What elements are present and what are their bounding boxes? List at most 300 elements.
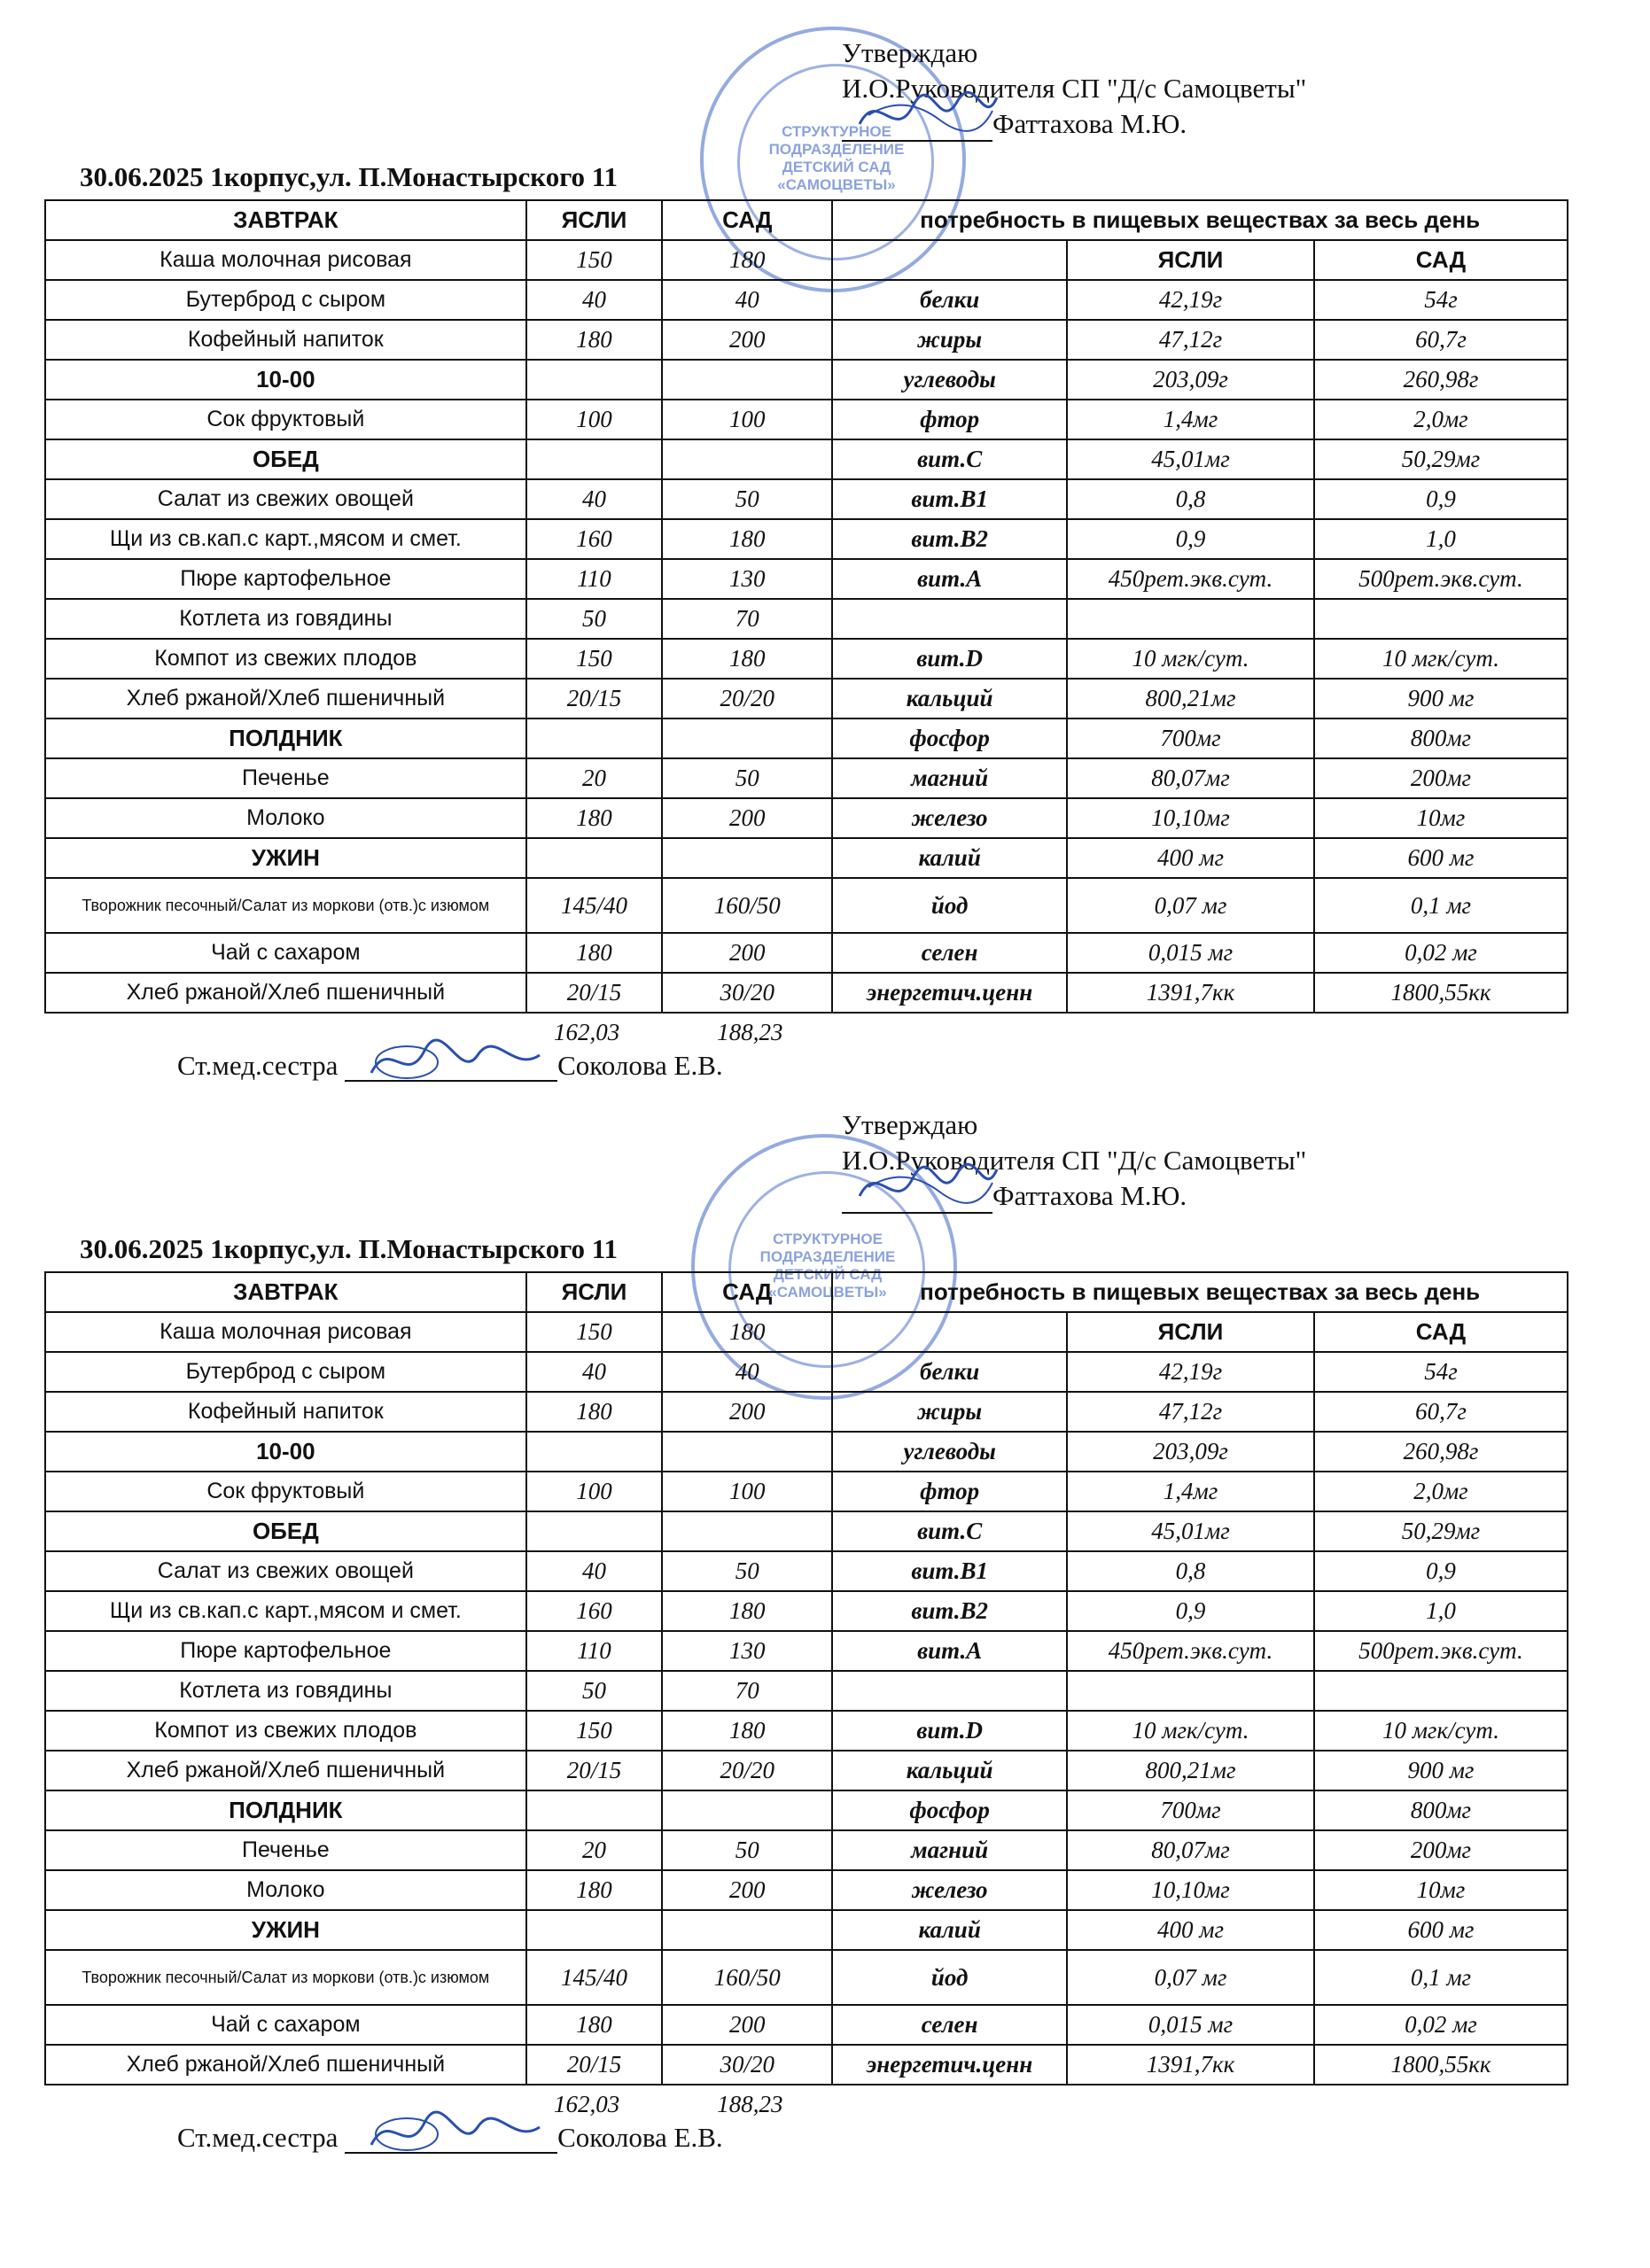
nursery-portion: 150 [526,639,663,679]
dish-name: Пюре картофельное [45,559,526,599]
nutrient-name: вит.В2 [832,1591,1067,1631]
approval-position: И.О.Руководителя СП "Д/с Самоцветы" [842,1145,1307,1176]
nursery-portion [526,1511,663,1551]
dish-name: Сок фруктовый [45,400,526,439]
table-row [45,1551,1568,1591]
kindergarten-portion: 160/50 [662,1950,832,2005]
kindergarten-nutrient-value: 500рет.экв.сут. [1314,1631,1568,1671]
dish-name: Каша молочная рисовая [45,1312,526,1352]
nutrient-name: энергетич.ценн [832,973,1067,1013]
nurse-label: Ст.мед.сестра [177,1050,339,1081]
stamp-text: СТРУКТУРНОЕ ПОДРАЗДЕЛЕНИЕ ДЕТСКИЙ САД «САМОЦВЕТЫ» [759,1231,896,1301]
nursery-portion [526,1432,663,1472]
nutrient-name: жиры [832,320,1067,360]
kindergarten-portion: 100 [662,400,832,439]
table-row [45,240,1568,280]
totals [554,2091,783,2118]
kindergarten-nutrient-value: 2,0мг [1314,1472,1568,1511]
nursery-nutrient-value: 80,07мг [1067,758,1314,798]
nutrient-name: кальций [832,1751,1067,1790]
table-row [45,280,1568,320]
kindergarten-portion: 200 [662,933,832,973]
nutrient-name: магний [832,758,1067,798]
kindergarten-portion [662,1790,832,1830]
kindergarten-portion: 50 [662,758,832,798]
nursery-portion: 110 [526,1631,663,1671]
approval-block [842,1107,1306,1214]
kindergarten-nutrient-value: 1,0 [1314,519,1568,559]
kindergarten-portion: 200 [662,320,832,360]
approval-signature-line [842,106,1306,142]
table-row [45,400,1568,439]
nutrient-name: вит.D [832,1711,1067,1751]
kindergarten-nutrient-value: 2,0мг [1314,400,1568,439]
nursery-portion [526,439,663,479]
meal-section-label: ОБЕД [45,1511,526,1551]
table-row [45,1790,1568,1830]
dish-name: Компот из свежих плодов [45,639,526,679]
nutrient-name [832,1671,1067,1711]
kindergarten-portion: 130 [662,559,832,599]
nursery-nutrient-value: 400 мг [1067,1910,1314,1950]
nutrient-name: углеводы [832,360,1067,400]
nursery-header: ЯСЛИ [1067,240,1314,280]
nursery-nutrient-value: 700мг [1067,1790,1314,1830]
dish-name: Хлеб ржаной/Хлеб пшеничный [45,1751,526,1790]
table-row [45,973,1568,1013]
dish-name: Кофейный напиток [45,1392,526,1432]
nursery-portion: 145/40 [526,878,663,933]
nursery-header: ЯСЛИ [1067,1312,1314,1352]
dish-name: Салат из свежих овощей [45,479,526,519]
dish-name: Щи из св.кап.с карт.,мясом и смет. [45,1591,526,1631]
nursery-portion: 50 [526,599,663,639]
nursery-nutrient-value [1067,1671,1314,1711]
nursery-nutrient-value: 0,9 [1067,1591,1314,1631]
dish-name: Творожник песочный/Салат из моркови (отв.)с изюмом [45,1950,526,2005]
dish-name: Бутерброд с сыром [45,1352,526,1392]
nursery-nutrient-value: 10 мгк/сут. [1067,639,1314,679]
table-row [45,1910,1568,1950]
kindergarten-nutrient-value: 50,29мг [1314,1511,1568,1551]
nursery-portion [526,718,663,758]
kindergarten-portion [662,1432,832,1472]
dish-name: Творожник песочный/Салат из моркови (отв.)с изюмом [45,878,526,933]
nursery-portion: 40 [526,1352,663,1392]
stamp-text: СТРУКТУРНОЕ ПОДРАЗДЕЛЕНИЕ ДЕТСКИЙ САД «САМОЦВЕТЫ» [768,123,905,193]
table-row [45,1870,1568,1910]
nursery-portion: 180 [526,933,663,973]
kindergarten-portion: 180 [662,1591,832,1631]
table-row [45,1950,1568,2005]
kindergarten-portion: 180 [662,240,832,280]
table-row [45,1511,1568,1551]
kindergarten-portion: 180 [662,519,832,559]
dish-name: Чай с сахаром [45,933,526,973]
nutrient-name: фосфор [832,718,1067,758]
nutrient-name: углеводы [832,1432,1067,1472]
nursery-portion: 40 [526,1551,663,1591]
nursery-nutrient-value: 400 мг [1067,838,1314,878]
total-nursery: 162,03 [554,1019,620,1045]
dish-name: Чай с сахаром [45,2005,526,2045]
table-row [45,1472,1568,1511]
table-row [45,1432,1568,1472]
nursery-nutrient-value: 1,4мг [1067,400,1314,439]
kindergarten-portion [662,1910,832,1950]
kindergarten-portion: 30/20 [662,2045,832,2085]
kindergarten-nutrient-value: 10 мгк/сут. [1314,1711,1568,1751]
nursery-nutrient-value: 0,8 [1067,1551,1314,1591]
dish-name: Хлеб ржаной/Хлеб пшеничный [45,679,526,718]
nursery-portion: 20/15 [526,679,663,718]
kindergarten-nutrient-value: 50,29мг [1314,439,1568,479]
director-signature [842,115,992,142]
table-row [45,1671,1568,1711]
dish-name: Сок фруктовый [45,1472,526,1511]
nursery-portion: 180 [526,2005,663,2045]
nutrient-name: вит.D [832,639,1067,679]
kindergarten-nutrient-value: 1800,55кк [1314,2045,1568,2085]
nutrient-name: железо [832,798,1067,838]
kindergarten-nutrient-value: 60,7г [1314,1392,1568,1432]
nursery-portion [526,838,663,878]
nursery-portion [526,360,663,400]
nursery-nutrient-value: 47,12г [1067,320,1314,360]
kindergarten-portion: 50 [662,479,832,519]
nurse-signature-block [177,2122,723,2154]
nutrient-name: селен [832,2005,1067,2045]
nutrient-name [832,240,1067,280]
nutrient-name: белки [832,1352,1067,1392]
dish-name: Котлета из говядины [45,1671,526,1711]
table-row [45,1392,1568,1432]
kindergarten-portion [662,360,832,400]
nutrient-name: белки [832,280,1067,320]
kindergarten-nutrient-value: 500рет.экв.сут. [1314,559,1568,599]
table-row [45,1631,1568,1671]
kindergarten-portion: 50 [662,1830,832,1870]
dish-name: Бутерброд с сыром [45,280,526,320]
total-kindergarten: 188,23 [717,2091,783,2117]
approval-signature-line [842,1178,1306,1214]
nursery-portion: 180 [526,1870,663,1910]
nursery-portion: 150 [526,1711,663,1751]
column-header: САД [662,200,832,240]
dish-name: Печенье [45,758,526,798]
nursery-nutrient-value: 47,12г [1067,1392,1314,1432]
table-header-row [45,1272,1568,1312]
approval-block [842,35,1306,142]
nursery-nutrient-value: 10,10мг [1067,798,1314,838]
kindergarten-nutrient-value: 60,7г [1314,320,1568,360]
dish-name: Печенье [45,1830,526,1870]
kindergarten-portion: 200 [662,1870,832,1910]
table-row [45,439,1568,479]
nurse-signature-block [177,1050,723,1082]
table-row [45,320,1568,360]
kindergarten-portion: 50 [662,1551,832,1591]
kindergarten-nutrient-value [1314,1671,1568,1711]
dish-name: Пюре картофельное [45,1631,526,1671]
table-row [45,758,1568,798]
table-row [45,1751,1568,1790]
dish-name: Хлеб ржаной/Хлеб пшеничный [45,2045,526,2085]
table-row [45,1352,1568,1392]
nursery-nutrient-value: 700мг [1067,718,1314,758]
nursery-nutrient-value: 800,21мг [1067,1751,1314,1790]
kindergarten-nutrient-value: 200мг [1314,1830,1568,1870]
nursery-nutrient-value: 450рет.экв.сут. [1067,1631,1314,1671]
table-row [45,639,1568,679]
nutrient-name: фосфор [832,1790,1067,1830]
nursery-nutrient-value [1067,599,1314,639]
nursery-portion: 40 [526,280,663,320]
nutrient-name: энергетич.ценн [832,2045,1067,2085]
nursery-nutrient-value: 800,21мг [1067,679,1314,718]
nurse-label: Ст.мед.сестра [177,2122,339,2153]
meal-section-label: ПОЛДНИК [45,718,526,758]
meal-section-label: ПОЛДНИК [45,1790,526,1830]
kindergarten-portion: 100 [662,1472,832,1511]
nursery-nutrient-value: 45,01мг [1067,439,1314,479]
table-row [45,838,1568,878]
nursery-portion: 150 [526,1312,663,1352]
nutrient-name [832,1312,1067,1352]
nursery-nutrient-value: 0,015 мг [1067,933,1314,973]
nursery-nutrient-value: 0,07 мг [1067,878,1314,933]
nutrient-name: магний [832,1830,1067,1870]
column-header: САД [662,1272,832,1312]
nurse-name: Соколова Е.В. [557,1050,723,1081]
nutrient-name: вит.А [832,559,1067,599]
kindergarten-nutrient-value: 0,1 мг [1314,878,1568,933]
nutrient-name: вит.С [832,1511,1067,1551]
menu-title: 30.06.2025 1корпус,ул. П.Монастырского 11 [80,1233,619,1264]
nutrient-name [832,599,1067,639]
nutrition-header: потребность в пищевых веществах за весь день [832,1272,1568,1312]
nursery-portion: 180 [526,320,663,360]
kindergarten-nutrient-value: 1,0 [1314,1591,1568,1631]
table-row [45,1711,1568,1751]
kindergarten-nutrient-value: 260,98г [1314,1432,1568,1472]
table-row [45,1312,1568,1352]
nursery-portion: 50 [526,1671,663,1711]
kindergarten-nutrient-value: 600 мг [1314,838,1568,878]
nursery-nutrient-value: 10,10мг [1067,1870,1314,1910]
kindergarten-portion: 40 [662,1352,832,1392]
dish-name: Каша молочная рисовая [45,240,526,280]
nutrient-name: селен [832,933,1067,973]
table-row [45,599,1568,639]
total-nursery: 162,03 [554,2091,620,2117]
table-row [45,933,1568,973]
kindergarten-nutrient-value: 10мг [1314,798,1568,838]
nursery-portion: 20 [526,758,663,798]
table-row [45,519,1568,559]
nursery-nutrient-value: 1391,7кк [1067,973,1314,1013]
menu-table [44,1271,1568,2085]
nursery-nutrient-value: 45,01мг [1067,1511,1314,1551]
nutrient-name: фтор [832,1472,1067,1511]
column-header: ЗАВТРАК [45,1272,526,1312]
table-row [45,559,1568,599]
meal-section-label: УЖИН [45,838,526,878]
table-row [45,1830,1568,1870]
table-row [45,718,1568,758]
column-header: ЗАВТРАК [45,200,526,240]
dish-name: Щи из св.кап.с карт.,мясом и смет. [45,519,526,559]
dish-name: Кофейный напиток [45,320,526,360]
nutrient-name: вит.С [832,439,1067,479]
totals [554,1019,783,1046]
kindergarten-nutrient-value: 800мг [1314,1790,1568,1830]
nutrient-name: калий [832,1910,1067,1950]
kindergarten-portion: 70 [662,599,832,639]
approval-position: И.О.Руководителя СП "Д/с Самоцветы" [842,73,1307,104]
kindergarten-nutrient-value: 900 мг [1314,1751,1568,1790]
nursery-portion: 160 [526,519,663,559]
table-row [45,360,1568,400]
dish-name: Компот из свежих плодов [45,1711,526,1751]
dish-name: Хлеб ржаной/Хлеб пшеничный [45,973,526,1013]
kindergarten-nutrient-value: 0,02 мг [1314,933,1568,973]
kindergarten-portion: 40 [662,280,832,320]
nurse-name: Соколова Е.В. [557,2122,723,2153]
nutrient-name: жиры [832,1392,1067,1432]
table-row [45,798,1568,838]
kindergarten-portion [662,718,832,758]
menu-title: 30.06.2025 1корпус,ул. П.Монастырского 11 [80,161,619,192]
dish-name: Салат из свежих овощей [45,1551,526,1591]
nursery-portion: 20 [526,1830,663,1870]
kindergarten-nutrient-value: 600 мг [1314,1910,1568,1950]
kindergarten-nutrient-value: 10 мгк/сут. [1314,639,1568,679]
nursery-portion: 160 [526,1591,663,1631]
nutrient-name: вит.В2 [832,519,1067,559]
table-row [45,2005,1568,2045]
kindergarten-portion: 200 [662,2005,832,2045]
column-header: ЯСЛИ [526,200,663,240]
meal-section-label: ОБЕД [45,439,526,479]
nursery-portion: 150 [526,240,663,280]
kindergarten-nutrient-value: 10мг [1314,1870,1568,1910]
kindergarten-portion: 200 [662,798,832,838]
nursery-nutrient-value: 0,9 [1067,519,1314,559]
table-row [45,2045,1568,2085]
approval-title: Утверждаю [842,37,978,68]
kindergarten-portion [662,838,832,878]
nursery-nutrient-value: 42,19г [1067,280,1314,320]
table-row [45,1591,1568,1631]
nursery-nutrient-value: 1,4мг [1067,1472,1314,1511]
kindergarten-nutrient-value: 0,02 мг [1314,2005,1568,2045]
nursery-nutrient-value: 42,19г [1067,1352,1314,1392]
nutrient-name: йод [832,1950,1067,2005]
kindergarten-nutrient-value: 0,9 [1314,479,1568,519]
nutrient-name: калий [832,838,1067,878]
total-kindergarten: 188,23 [717,1019,783,1045]
approval-name: Фаттахова М.Ю. [992,1180,1187,1211]
nutrient-name: железо [832,1870,1067,1910]
kindergarten-nutrient-value: 900 мг [1314,679,1568,718]
nursery-nutrient-value: 80,07мг [1067,1830,1314,1870]
nurse-signature [345,1055,557,1082]
table-row [45,479,1568,519]
nursery-portion: 180 [526,1392,663,1432]
kindergarten-nutrient-value: 54г [1314,280,1568,320]
nursery-nutrient-value: 203,09г [1067,1432,1314,1472]
director-signature [842,1187,992,1214]
nursery-nutrient-value: 203,09г [1067,360,1314,400]
nursery-portion [526,1790,663,1830]
nutrient-name: вит.В1 [832,1551,1067,1591]
dish-name: Котлета из говядины [45,599,526,639]
kindergarten-portion: 160/50 [662,878,832,933]
nursery-portion: 145/40 [526,1950,663,2005]
nutrition-header: потребность в пищевых веществах за весь день [832,200,1568,240]
table-header-row [45,200,1568,240]
nursery-portion: 20/15 [526,1751,663,1790]
nutrient-name: кальций [832,679,1067,718]
nursery-portion: 40 [526,479,663,519]
kindergarten-nutrient-value: 1800,55кк [1314,973,1568,1013]
kindergarten-portion: 130 [662,1631,832,1671]
nutrient-name: йод [832,878,1067,933]
nurse-signature [345,2127,557,2154]
kindergarten-portion: 180 [662,1312,832,1352]
dish-name: Молоко [45,798,526,838]
nursery-nutrient-value: 0,8 [1067,479,1314,519]
kindergarten-portion: 180 [662,639,832,679]
meal-section-label: 10-00 [45,360,526,400]
kindergarten-nutrient-value: 0,9 [1314,1551,1568,1591]
kindergarten-portion: 20/20 [662,679,832,718]
kindergarten-nutrient-value: 0,1 мг [1314,1950,1568,2005]
kindergarten-header: САД [1314,240,1568,280]
kindergarten-portion: 20/20 [662,1751,832,1790]
nursery-nutrient-value: 0,015 мг [1067,2005,1314,2045]
nursery-nutrient-value: 450рет.экв.сут. [1067,559,1314,599]
nursery-portion [526,1910,663,1950]
kindergarten-portion: 200 [662,1392,832,1432]
nursery-nutrient-value: 1391,7кк [1067,2045,1314,2085]
nursery-portion: 100 [526,1472,663,1511]
dish-name: Молоко [45,1870,526,1910]
menu-table [44,199,1568,1014]
nursery-portion: 110 [526,559,663,599]
nutrient-name: фтор [832,400,1067,439]
kindergarten-portion: 180 [662,1711,832,1751]
column-header: ЯСЛИ [526,1272,663,1312]
nutrient-name: вит.В1 [832,479,1067,519]
kindergarten-nutrient-value: 800мг [1314,718,1568,758]
kindergarten-nutrient-value: 260,98г [1314,360,1568,400]
meal-section-label: УЖИН [45,1910,526,1950]
nursery-nutrient-value: 0,07 мг [1067,1950,1314,2005]
nursery-portion: 20/15 [526,2045,663,2085]
kindergarten-portion: 70 [662,1671,832,1711]
table-row [45,679,1568,718]
kindergarten-portion: 30/20 [662,973,832,1013]
kindergarten-nutrient-value: 200мг [1314,758,1568,798]
kindergarten-portion [662,439,832,479]
kindergarten-nutrient-value: 54г [1314,1352,1568,1392]
nursery-portion: 20/15 [526,973,663,1013]
kindergarten-portion [662,1511,832,1551]
approval-title: Утверждаю [842,1109,978,1140]
nursery-portion: 100 [526,400,663,439]
